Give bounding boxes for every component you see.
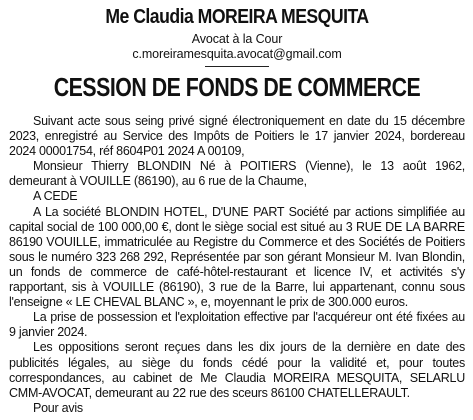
- notice-body: [9, 114, 465, 416]
- paragraph-possession: La prise de possession et l'exploitation effective par l'acquéreur ont été fixées au 9 janvier 2024.: [9, 310, 465, 340]
- lawyer-role: Avocat à la Cour: [191, 32, 283, 46]
- paragraph-pour-avis: Pour avis: [33, 400, 83, 415]
- lawyer-email: c.moreiramesquita.avocat@gmail.com: [132, 47, 342, 61]
- paragraph-oppositions: Les oppositions seront reçues dans les dix jours de la dernière en date des publicités légales, au siège du fonds cédé pour la validité et, pour toutes correspondances, au cabinet de Me Claudia MOREIRA MESQUITA, SELARLU CMM-AVOCAT, demeurant au 22 rue des sceurs 86100 CHATELLERAULT.: [9, 340, 465, 400]
- lawyer-name: Me Claudia MOREIRA MESQUITA: [105, 5, 369, 28]
- legal-notice: [0, 5, 473, 420]
- paragraph-buyer: A La société BLONDIN HOTEL, D'UNE PART Société par actions simplifiée au capital social de 100 000,00 €, dont le siège social est situé au 3 RUE DE LA BARRE 86190 VOUILLE, immatriculée au Registre du Commerce et des Sociétés de Poitiers sous le numéro 323 268 292, Représentée par son gérant Monsieur M. Ivan Blondin, un fonds de commerce de café-hôtel-restaurant et licence IV, et activités s'y rapportant, sis à VOUILLE (86190), 3 rue de la Barre, lui appartenant, connu sous l'enseigne « LE CHEVAL BLANC », e, moyennant le prix de 300.000 euros.: [9, 204, 465, 310]
- paragraph-act: Suivant acte sous seing privé signé électroniquement en date du 15 décembre 2023, enregistré au Service des Impôts de Poitiers le 17 janvier 2024, bordereau 2024 00001754, réf 8604P01 2024 A 00109,: [9, 114, 465, 159]
- notice-title: CESSION DE FONDS DE COMMERCE: [53, 72, 421, 102]
- header-divider: [205, 66, 269, 67]
- paragraph-a-cede: A CEDE: [33, 189, 78, 204]
- paragraph-seller: Monsieur Thierry BLONDIN Né à POITIERS (Vienne), le 13 août 1962, demeurant à VOUILLE (86190), au 6 rue de la Chaume,: [9, 159, 465, 189]
